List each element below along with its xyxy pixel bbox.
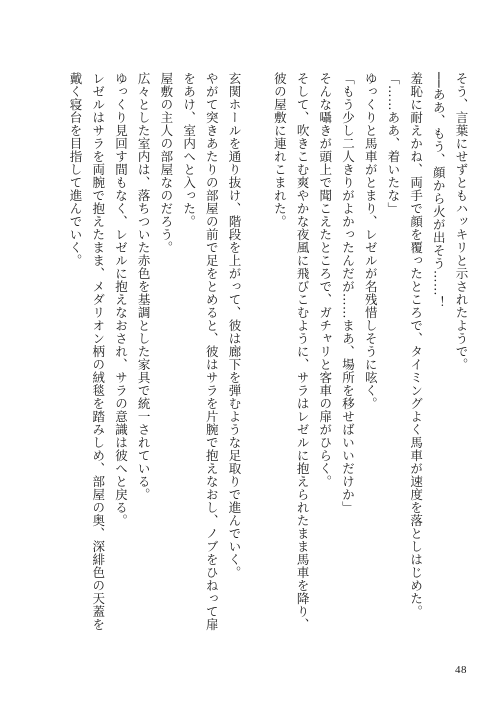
text-line: 広々とした室内は、落ちついた赤色を基調とした家具で統一されている。 — [136, 72, 152, 501]
text-line: ──ああ、もう、顔から火が出そう……！ — [431, 72, 447, 310]
text-line: 「……ああ、着いたな」 — [385, 72, 401, 215]
text-line: そして、吹きこむ爽やかな夜風に飛びこむように、サラはレゼルに抱えられたまま馬車を降り、 — [295, 72, 311, 631]
blank-line — [245, 72, 268, 672]
text-line: そう、言葉にせずともハッキリと示されたようで。 — [454, 72, 469, 371]
text-line: 「もう少し二人きりがよかったんだが……まあ、場所を移せばいいだけか」 — [340, 72, 356, 514]
body-text — [63, 72, 472, 672]
text-line: レゼルはサラを両腕で抱えたまま、メダリオン柄の絨毯を踏みしめ、部屋の奥、深緋色の天蓋を — [90, 72, 106, 631]
text-line: 玄関ホールを通り抜け、階段を上がって、彼は廊下を弾むような足取りで進んでいく。 — [226, 72, 242, 579]
text-line: そんな囁きが頭上で聞こえたところで、ガチャリと客車の扉がひらく。 — [317, 72, 333, 488]
text-line: 戴く寝台を目指して進んでいく。 — [68, 72, 84, 267]
text-line: をあけ、室内へと入った。 — [181, 72, 197, 228]
text-line: 羞恥に耐えかね、両手で顔を覆ったところで、タイミングよく馬車が速度を落としはじめた。 — [408, 72, 424, 618]
text-line: 彼の屋敷に連れこまれた。 — [272, 72, 288, 228]
text-line: ゆっくり見回す間もなく、レゼルに抱えなおされ、サラの意識は彼へと戻る。 — [113, 72, 129, 527]
page-number: 48 — [455, 664, 467, 676]
text-line: 屋敷の主人の部屋なのだろう。 — [158, 72, 174, 254]
text-line: ゆっくりと馬車がとまり、レゼルが名残惜しそうに呟く。 — [363, 72, 379, 410]
text-line: やがて突きあたりの部屋の前で足をとめると、彼はサラを片腕で抱えなおし、ノブをひねって扉 — [204, 72, 220, 631]
